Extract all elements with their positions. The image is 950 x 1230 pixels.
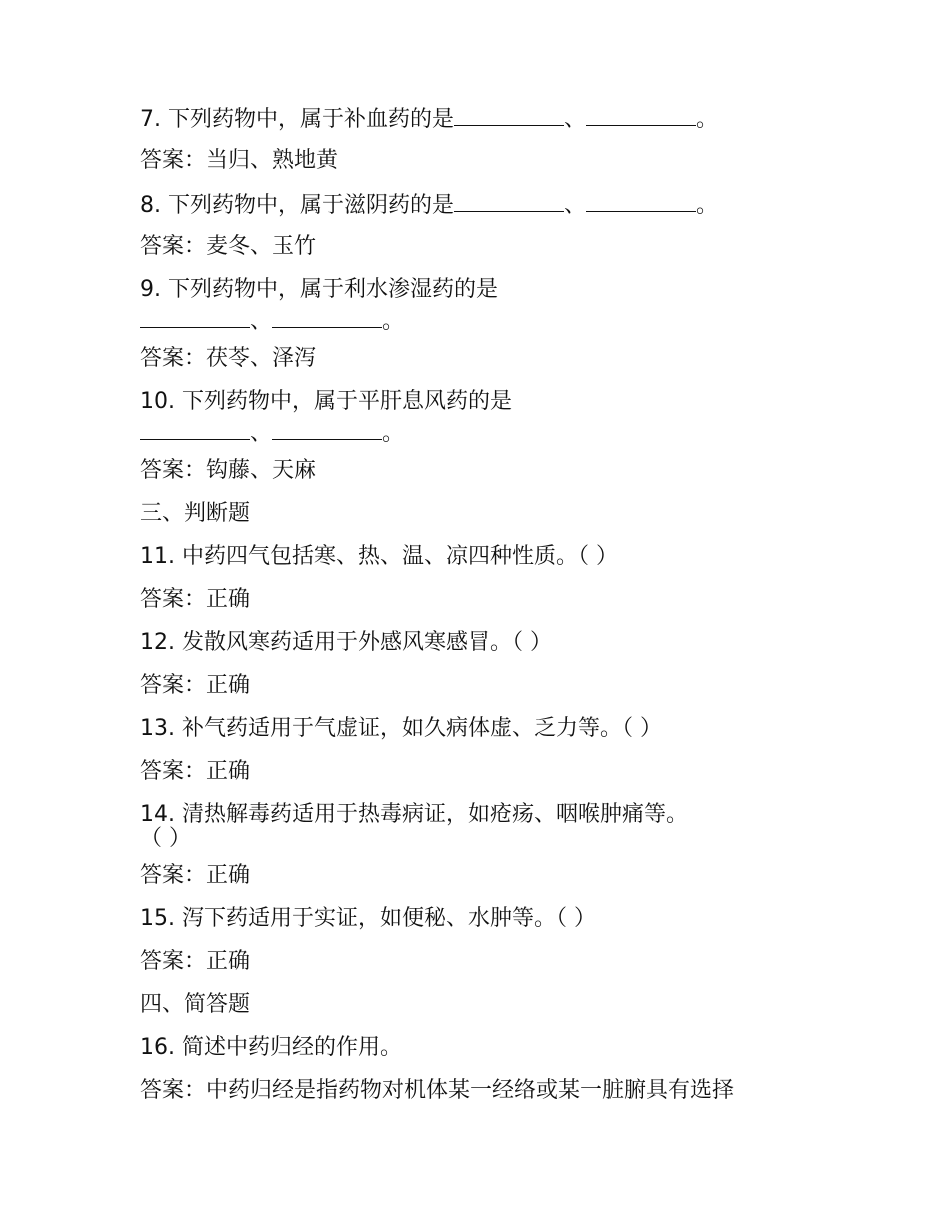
question-11: 11. 中药四气包括寒、热、温、凉四种性质。（ ）: [140, 544, 618, 569]
answer-blank: [140, 417, 250, 440]
answer-blank: [272, 305, 382, 328]
answer-7: 答案：当归、熟地黄: [140, 148, 339, 173]
question-14-text: 14. 清热解毒药适用于热毒病证，如疮疡、咽喉肿痛等。: [140, 802, 688, 827]
question-10-text: 10. 下列药物中，属于平肝息风药的是: [140, 389, 512, 414]
question-7-text: 7. 下列药物中，属于补血药的是: [140, 107, 454, 132]
section-heading-judgment: 三、判断题: [140, 501, 251, 526]
answer-9: 答案：茯苓、泽泻: [140, 346, 317, 371]
answer-16: 答案：中药归经是指药物对机体某一经络或某一脏腑具有选择: [140, 1078, 735, 1103]
question-9: [140, 275, 830, 334]
question-14: [140, 800, 830, 851]
answer-blank: [272, 417, 382, 440]
question-13: 13. 补气药适用于气虚证，如久病体虚、乏力等。（ ）: [140, 716, 662, 741]
question-10: [140, 387, 830, 446]
question-10-blanks: 、 。: [140, 417, 830, 443]
answer-8: 答案：麦冬、玉竹: [140, 234, 317, 259]
question-8-text: 8. 下列药物中，属于滋阴药的是: [140, 193, 454, 218]
question-14-bracket: （ ）: [140, 826, 191, 851]
answer-blank: [586, 103, 696, 126]
question-8: 8. 下列药物中，属于滋阴药的是 、 。: [140, 189, 830, 219]
section-heading-short-answer: 四、简答题: [140, 992, 251, 1017]
answer-blank: [454, 189, 564, 212]
answer-blank: [454, 103, 564, 126]
question-15: 15. 泻下药适用于实证，如便秘、水肿等。（ ）: [140, 906, 596, 931]
question-9-blanks: 、 。: [140, 305, 830, 331]
answer-14: 答案：正确: [140, 863, 251, 888]
answer-10: 答案：钩藤、天麻: [140, 458, 317, 483]
question-16: 16. 简述中药归经的作用。: [140, 1035, 402, 1060]
question-9-text: 9. 下列药物中，属于利水渗湿药的是: [140, 277, 498, 302]
question-7: 7. 下列药物中，属于补血药的是 、 。: [140, 103, 830, 133]
answer-15: 答案：正确: [140, 949, 251, 974]
answer-blank: [586, 189, 696, 212]
answer-12: 答案：正确: [140, 673, 251, 698]
document-page: [140, 103, 830, 1106]
answer-13: 答案：正确: [140, 759, 251, 784]
answer-11: 答案：正确: [140, 587, 251, 612]
question-12: 12. 发散风寒药适用于外感风寒感冒。（ ）: [140, 630, 552, 655]
answer-blank: [140, 305, 250, 328]
